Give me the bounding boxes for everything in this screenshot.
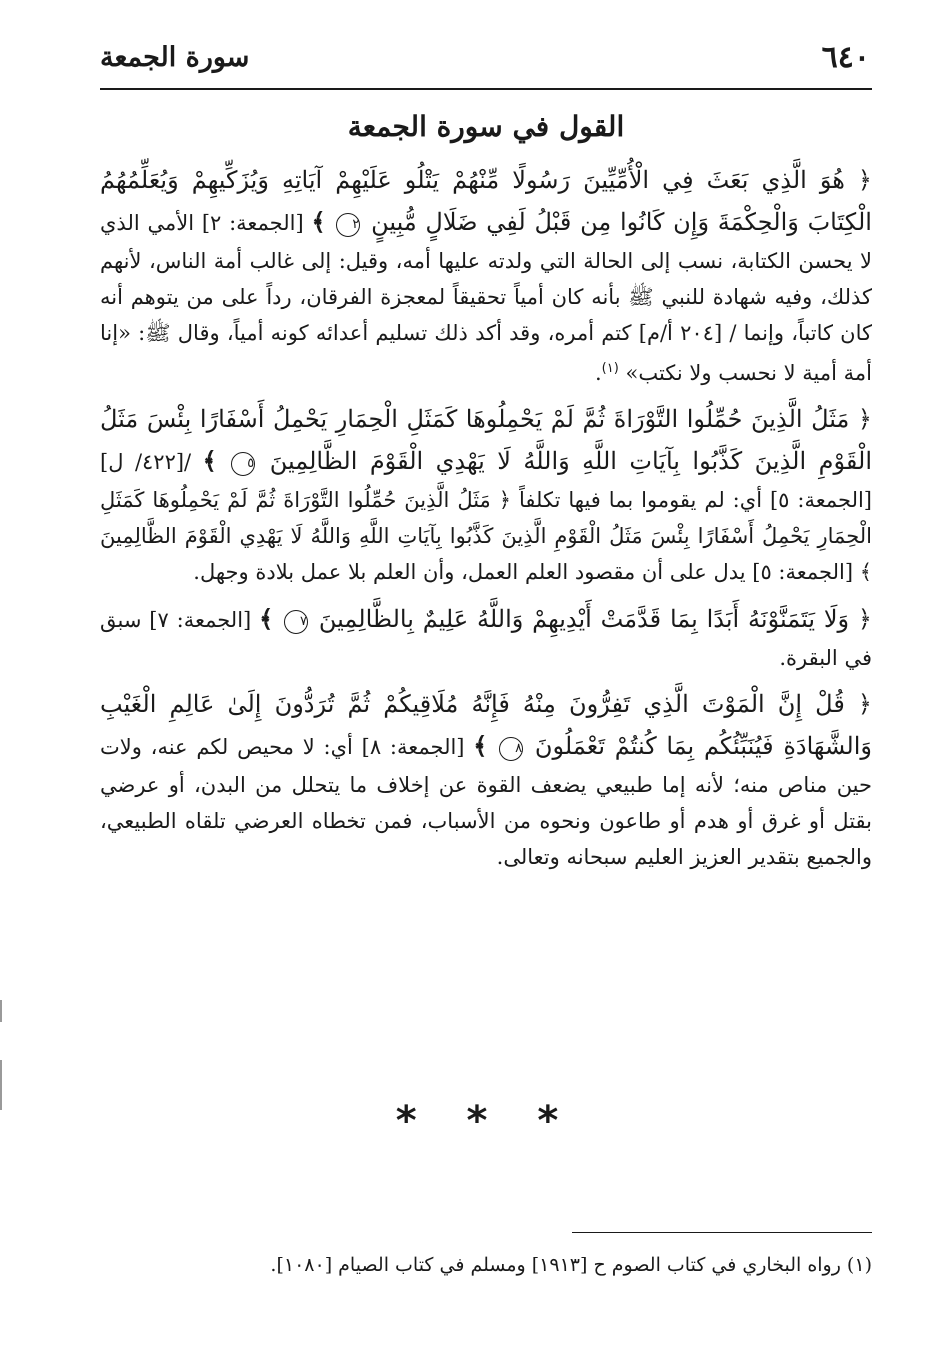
paragraph-jumuah-8 — [100, 684, 872, 875]
footnote: (١) رواه البخاري في كتاب الصوم ح [١٩١٣] ومسلم في كتاب الصيام [١٠٨٠]. — [270, 1254, 872, 1276]
ayah-number-marker: ٨ — [499, 737, 523, 761]
scan-margin-mark — [0, 1000, 2, 1022]
quran-verse: ﴿ مَثَلُ الَّذِينَ حُمِّلُوا التَّوْرَاةَ ثُمَّ لَمْ يَحْمِلُوهَا كَمَثَلِ الْحِمَارِ يَحْمِلُ أَسْفَارًا بِئْسَ مَثَلُ الْقَوْمِ الَّذِينَ كَذَّبُوا بِآيَاتِ اللَّهِ وَاللَّهُ لَا يَهْدِي الْقَوْمَ الظَّالِمِينَ — [100, 405, 872, 475]
paragraph-jumuah-7 — [100, 598, 872, 676]
section-title: القول في سورة الجمعة — [347, 110, 625, 143]
page-number: ٦٤٠ — [821, 40, 870, 75]
footnote-reference[interactable]: (١) — [601, 361, 619, 376]
paragraph-jumuah-2 — [100, 160, 872, 391]
commentary-text: [الجمعة: ٢] الأمي الذي لا يحسن الكتابة، نسب إلى الحالة التي ولدته عليها أمه، وقيل: إلى غالب أمة الناس، لأنهم كذلك، وفيه شهادة للنبي ﷺ بأنه كان أمياً تحقيقاً لمعجزة الفرقان، رداً على من يتوهم أنه كان كاتباً، وإنما / [٢٠٤ أ/م] كتم أمره، وقد أكد ذلك تسليم أعدائه كونه أمياً، وقال ﷺ: «إنا أمة أمية لا نحسب ولا نكتب» — [100, 211, 872, 385]
ayah-number-marker: ٢ — [336, 213, 360, 237]
body-text — [100, 160, 872, 883]
section-separator-stars: * * * — [395, 1098, 577, 1144]
quran-close-bracket: ﴾ — [202, 446, 217, 475]
quran-close-bracket: ﴾ — [259, 604, 274, 633]
commentary-text: [الجمعة: ٨] أي: لا محيص لكم عنه، ولات حين مناص منه؛ لأنه إما طبيعي يضعف القوة عن إخلاف ما يتحلل من البدن، أو عرضي بقتل أو غرق أو هدم أو طاعون ونحوه من الأسباب، فمن تخطاه العرضي تلقاه الطبيعي، والجميع بتقدير العزيز العليم سبحانه وتعالى. — [100, 735, 872, 869]
commentary-text: [الجمعة: ٧] سبق في البقرة. — [100, 608, 872, 670]
surah-name: سورة الجمعة — [100, 42, 250, 73]
book-page — [100, 0, 872, 1360]
scan-margin-mark — [0, 1060, 2, 1110]
quran-close-bracket: ﴾ — [473, 731, 488, 760]
quran-verse: ﴿ هُوَ الَّذِي بَعَثَ فِي الْأُمِّيِّينَ رَسُولًا مِّنْهُمْ يَتْلُو عَلَيْهِمْ آيَاتِهِ وَيُزَكِّيهِمْ وَيُعَلِّمُهُمُ الْكِتَابَ وَالْحِكْمَةَ وَإِن كَانُوا مِن قَبْلُ لَفِي ضَلَالٍ مُّبِينٍ — [100, 166, 872, 236]
running-header — [100, 38, 872, 90]
footnote-divider — [572, 1232, 872, 1233]
ayah-number-marker: ٧ — [284, 610, 308, 634]
paragraph-jumuah-5 — [100, 399, 872, 590]
sentence-end: . — [594, 361, 602, 385]
quran-verse: ﴿ وَلَا يَتَمَنَّوْنَهُ أَبَدًا بِمَا قَدَّمَتْ أَيْدِيهِمْ وَاللَّهُ عَلِيمٌ بِالظَّالِمِينَ — [318, 605, 872, 633]
commentary-text: /[٤٢٢/ ل] [الجمعة: ٥] أي: لم يقوموا بما فيها تكلفاً ﴿ مَثَلُ الَّذِينَ حُمِّلُوا التَّوْرَاةَ ثُمَّ لَمْ يَحْمِلُوهَا كَمَثَلِ الْحِمَارِ يَحْمِلُ أَسْفَارًا بِئْسَ مَثَلُ الْقَوْمِ الَّذِينَ كَذَّبُوا بِآيَاتِ اللَّهِ وَاللَّهُ لَا يَهْدِي الْقَوْمَ الظَّالِمِينَ ﴾ [الجمعة: ٥] يدل على أن مقصود العلم العمل، وأن العلم بلا عمل بلادة وجهل. — [100, 450, 872, 584]
ayah-number-marker: ٥ — [231, 452, 255, 476]
quran-close-bracket: ﴾ — [311, 207, 326, 236]
quran-verse: ﴿ قُلْ إِنَّ الْمَوْتَ الَّذِي تَفِرُّونَ مِنْهُ فَإِنَّهُ مُلَاقِيكُمْ ثُمَّ تُرَدُّونَ إِلَىٰ عَالِمِ الْغَيْبِ وَالشَّهَادَةِ فَيُنَبِّئُكُم بِمَا كُنتُمْ تَعْمَلُونَ — [100, 690, 872, 760]
